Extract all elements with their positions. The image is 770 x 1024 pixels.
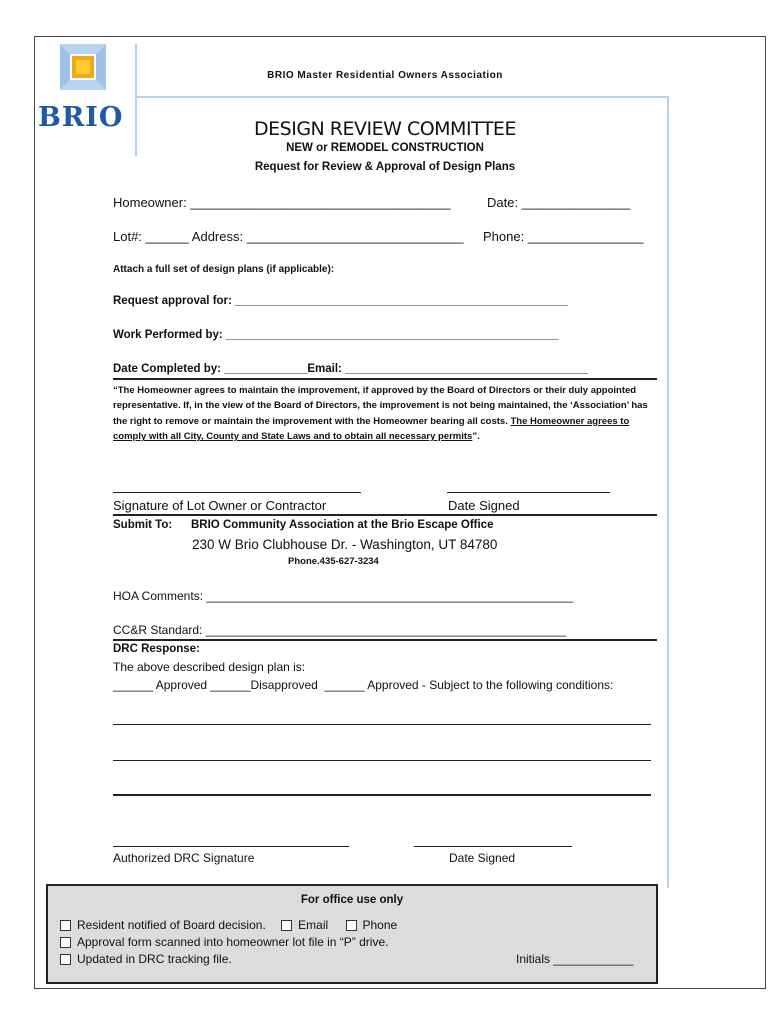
drc-date-line[interactable] [414, 846, 572, 847]
office-use-box [46, 884, 658, 984]
decor-line-right [667, 96, 669, 888]
request-approval-field[interactable]: Request approval for: ____________________________________________________ [113, 295, 568, 307]
conditions-line[interactable] [113, 760, 651, 761]
office-item-tracking [60, 952, 232, 966]
drc-response-options[interactable]: ______ Approved ______Disapproved ______ Approved - Subject to the following conditions: [113, 678, 614, 692]
checkbox[interactable] [60, 937, 71, 948]
initials-field[interactable]: Initials ____________ [516, 952, 634, 966]
office-item-label: Updated in DRC tracking file. [77, 952, 232, 966]
conditions-line[interactable] [113, 724, 651, 725]
owner-date-label: Date Signed [448, 498, 520, 513]
office-item-notified [60, 918, 397, 932]
agreement-text: “The Homeowner agrees to maintain the improvement, if approved by the Board of Directors or their duly appointed representative. If, in the view of the Board of Directors, the improvement is not being maintained, the ‘Association’ has the right to remove or maintain the improvement with the Homeowner bearing all costs. [113, 385, 648, 427]
submit-phone: Phone.435-627-3234 [288, 556, 379, 567]
section-divider [113, 514, 657, 516]
owner-date-line[interactable] [447, 492, 610, 493]
section-divider [113, 378, 657, 380]
submit-org: BRIO Community Association at the Brio Escape Office [191, 519, 494, 531]
subtitle-construction: NEW or REMODEL CONSTRUCTION [286, 142, 484, 154]
agreement-laws-text: The Homeowner agrees to comply with all City, County and State Laws and to obtain all necessary permits [113, 415, 630, 443]
ccr-standard-field[interactable]: CC&R Standard: ______________________________________________________ [113, 623, 567, 637]
office-item-label: Resident notified of Board decision. [77, 918, 266, 932]
page-title: DESIGN REVIEW COMMITTEE [254, 118, 516, 140]
drc-response-title: DRC Response: [113, 643, 200, 655]
decor-line-horizontal [135, 96, 668, 98]
agreement-end: ”. [472, 431, 480, 443]
date-completed-email-field[interactable]: Date Completed by: _____________Email: ______________________________________ [113, 363, 589, 375]
subtitle-request: Request for Review & Approval of Design Plans [254, 161, 516, 173]
brio-logo-icon [60, 44, 106, 90]
lot-address-field[interactable]: Lot#: ______ Address: ______________________________ [113, 229, 464, 244]
brio-logo-text: BRIO [38, 102, 124, 133]
drc-response-intro: The above described design plan is: [113, 660, 306, 674]
drc-signature-label: Authorized DRC Signature [113, 851, 255, 865]
office-item-label: Approval form scanned into homeowner lot file in “P” drive. [77, 935, 389, 949]
phone-option-label: Phone [362, 918, 398, 932]
association-name: BRIO Master Residential Owners Association [267, 70, 503, 81]
email-option-label: Email [298, 918, 329, 932]
drc-date-label: Date Signed [449, 851, 516, 865]
checkbox-email[interactable] [281, 920, 292, 931]
office-use-title: For office use only [300, 894, 404, 906]
submit-address: 230 W Brio Clubhouse Dr. - Washington, UT 84780 [192, 537, 498, 552]
drc-signature-line[interactable] [113, 846, 349, 847]
checkbox-phone[interactable] [346, 920, 357, 931]
agreement-paragraph [113, 383, 653, 445]
owner-signature-line[interactable] [113, 492, 361, 493]
checkbox[interactable] [60, 954, 71, 965]
phone-field[interactable]: Phone: ________________ [483, 229, 644, 244]
submit-to-label: Submit To: [113, 519, 173, 531]
homeowner-field[interactable]: Homeowner: ____________________________________ [113, 195, 451, 210]
hoa-comments-field[interactable]: HOA Comments: _______________________________________________________ [113, 589, 574, 603]
office-item-scanned [60, 935, 388, 949]
work-performed-field[interactable]: Work Performed by: ____________________________________________________ [113, 329, 559, 341]
date-field[interactable]: Date: _______________ [487, 195, 631, 210]
checkbox[interactable] [60, 920, 71, 931]
owner-signature-label: Signature of Lot Owner or Contractor [113, 498, 327, 513]
attach-plans-label: Attach a full set of design plans (if applicable): [113, 264, 335, 275]
section-divider [113, 639, 657, 641]
conditions-line[interactable] [113, 794, 651, 796]
